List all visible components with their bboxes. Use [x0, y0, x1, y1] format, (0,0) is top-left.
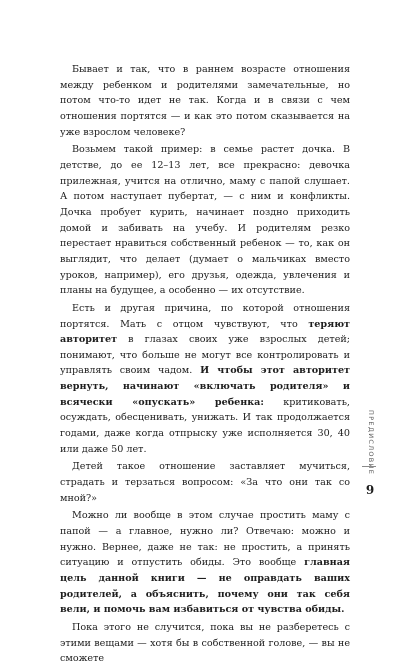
text-run: Бывает и так, что в раннем возрасте отношения между ребенком и родителями замечательные, но потом что-то идет не так. Когда и в связи с чем отношения портятся — и как это потом сказывается на уже взрослом человеке? — [60, 64, 350, 138]
paragraph — [60, 301, 350, 458]
text-run: Пока этого не случится, пока вы не разберетесь с этими вещами — хотя бы в собственной голове, — вы не сможете — [60, 621, 350, 665]
paragraph — [60, 459, 350, 506]
paragraph — [60, 142, 350, 299]
bold-text: главная цель данной книги — не оправдать ваших родителей, а объяснить, почему они так себя вели, и помочь вам избавиться от чувства обиды. — [60, 557, 350, 616]
running-head: ПРЕДИСЛОВИЕ — [367, 410, 375, 476]
paragraph — [60, 508, 350, 618]
text-run: Возьмем такой пример: в семье растет дочка. В детстве, до ее 12–13 лет, все прекрасно: девочка прилежная, учится на отлично, маму с папой слушает. А потом наступает пубертат, — с ним и конфликты. Дочка пробует курить, начинает поздно приходить домой и забивать на учебу. И родителям резко перестает нравиться собственный ребенок — то, как он выглядит, что делает (думает о мальчиках вместо уроков, например), его друзья, одежда, увлечения и планы на будущее, а особенно — их отсутствие. — [60, 144, 350, 297]
bold-text: теряют авторитет — [60, 318, 350, 346]
body-text — [60, 62, 350, 667]
text-run: Можно ли вообще в этом случае простить маму с папой — а главное, нужно ли? Отвечаю: можно и нужно. Вернее, даже не так: не простить, а принять ситуацию и отпустить обиды. Это вообще — [60, 510, 350, 569]
running-head-rule — [362, 466, 376, 467]
text-run: Есть и другая причина, по которой отношения портятся. Мать с отцом чувствуют, что — [60, 302, 350, 330]
text-run: в глазах своих уже взрослых детей; понимают, что больше не могут все контролировать и управлять своим чадом. — [60, 334, 350, 377]
text-run: Детей такое отношение заставляет мучиться, страдать и терзаться вопросом: «За что они так со мной?» — [60, 461, 350, 504]
paragraph — [60, 620, 350, 667]
page-number: 9 — [365, 483, 375, 497]
bold-text: И чтобы этот авторитет вернуть, начинают «включать родителя» и всячески «опускать» ребенка: — [60, 365, 350, 408]
text-run: критиковать, осуждать, обесценивать, унижать. И так продолжается годами, даже когда отпрыску уже исполняется 30, 40 или даже 50 лет. — [60, 396, 350, 455]
paragraph — [60, 62, 350, 140]
